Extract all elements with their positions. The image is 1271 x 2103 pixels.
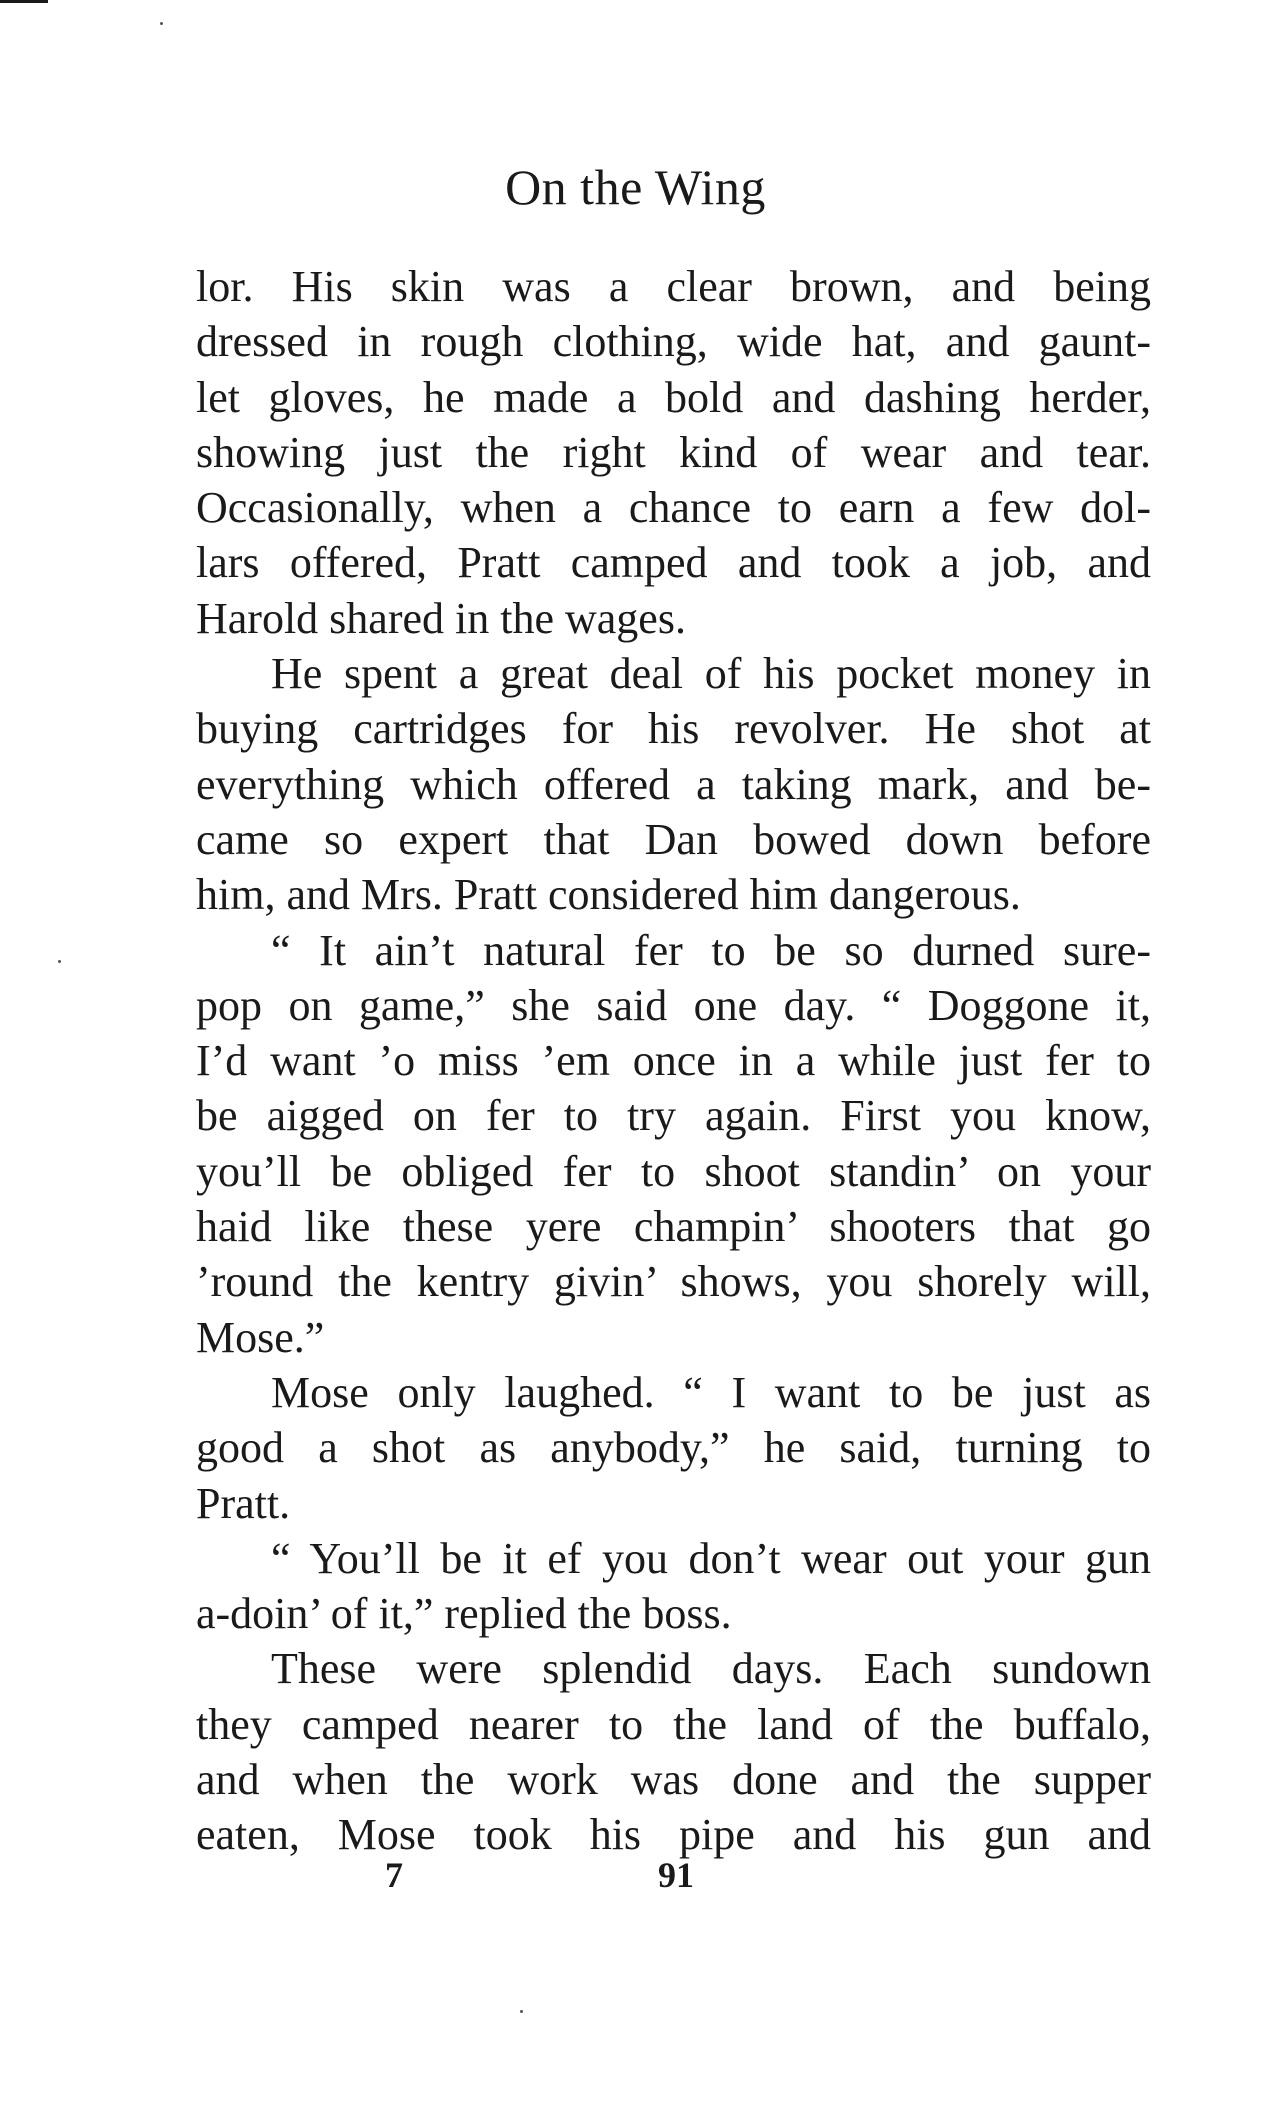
scan-speck — [520, 2010, 523, 2013]
text-line: ’round the kentry givin’ shows, you shorely will, — [196, 1257, 1151, 1307]
text-line: Mose.” — [196, 1312, 325, 1362]
scan-speck — [58, 960, 61, 963]
text-line: everything which offered a taking mark, and be- — [196, 759, 1151, 809]
text-line: you’ll be obliged fer to shoot standin’ on your — [196, 1146, 1151, 1196]
text-line: good a shot as anybody,” he said, turning to — [196, 1423, 1151, 1473]
signature-mark: 7 — [385, 1855, 403, 1895]
text-line: lor. His skin was a clear brown, and being — [196, 262, 1151, 311]
text-line: let gloves, he made a bold and dashing herder, — [196, 372, 1151, 422]
text-line: Pratt. — [196, 1478, 291, 1528]
text-line: “ You’ll be it ef you don’t wear out your gun — [271, 1533, 1151, 1583]
running-head: On the Wing — [505, 159, 766, 215]
text-line: him, and Mrs. Pratt considered him dangerous. — [196, 870, 1021, 920]
page-number: 91 — [658, 1855, 694, 1895]
text-line: they camped nearer to the land of the buffalo, — [196, 1699, 1151, 1749]
text-line: and when the work was done and the supper — [196, 1755, 1151, 1805]
text-line: I’d want ’o miss ’em once in a while just fer to — [196, 1036, 1151, 1086]
text-line: These were splendid days. Each sundown — [271, 1644, 1151, 1694]
text-line: Occasionally, when a chance to earn a few dol- — [196, 483, 1151, 533]
text-line: came so expert that Dan bowed down before — [196, 814, 1151, 864]
text-line: He spent a great deal of his pocket money in — [271, 649, 1151, 699]
text-line: pop on game,” she said one day. “ Doggone it, — [196, 980, 1151, 1030]
scan-speck — [160, 22, 163, 25]
corner-scan-mark — [0, 0, 48, 3]
text-line: eaten, Mose took his pipe and his gun and — [196, 1810, 1151, 1860]
body-text — [196, 259, 1151, 1863]
text-line: dressed in rough clothing, wide hat, and gaunt- — [196, 317, 1151, 367]
text-line: Mose only laughed. “ I want to be just as — [271, 1367, 1151, 1417]
text-line: lars offered, Pratt camped and took a job, and — [196, 538, 1151, 588]
text-line: haid like these yere champin’ shooters that go — [196, 1202, 1151, 1252]
text-line: “ It ain’t natural fer to be so durned sure- — [271, 925, 1151, 975]
text-line: a-doin’ of it,” replied the boss. — [196, 1589, 732, 1639]
text-line: be aigged on fer to try again. First you know, — [196, 1091, 1151, 1141]
text-line: Harold shared in the wages. — [196, 593, 686, 643]
text-line: showing just the right kind of wear and tear. — [196, 427, 1151, 477]
text-line: buying cartridges for his revolver. He shot at — [196, 704, 1151, 754]
